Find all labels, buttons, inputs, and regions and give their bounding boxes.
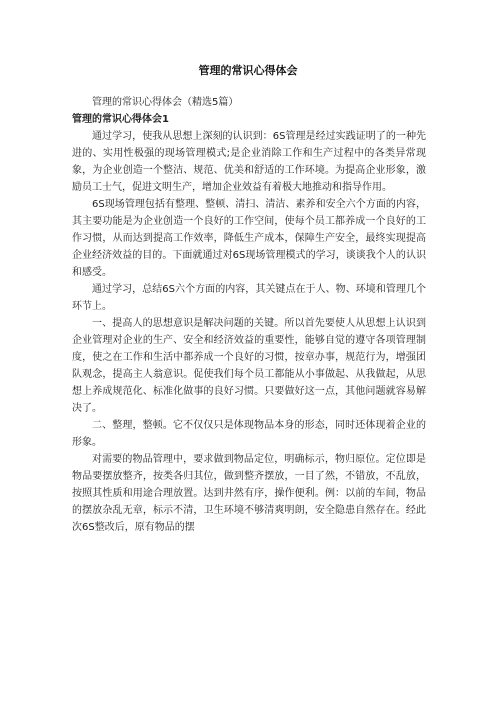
document-subtitle: 管理的常识心得体会（精选5篇）	[92, 97, 239, 108]
paragraph: 通过学习，总结6S六个方面的内容，其关键点在于人、物、环境和管理几个环节上。	[72, 284, 426, 312]
document-title: 管理的常识心得体会	[198, 64, 298, 77]
paragraph: 一、提高人的思想意识是解决问题的关键。所以首先要使人从思想上认识到企业管理对企业的生产、安全和经济效益的重要性，能够自觉的遵守各项管理制度，使之在工作和生活中都养成一个良好的习惯，按章办事，规范行为，增强团队观念，提高主人翁意识。促使我们每个员工都能从小事做起、从我做起，从思想上养成规范化、标准化做事的良好习惯。只要做好这一点，其他问题就容易解决了。	[72, 318, 426, 414]
paragraph: 6S现场管理包括有整理、整顿、清扫、清洁、素养和安全六个方面的内容，其主要功能是为企业创造一个良好的工作空间，使每个员工都养成一个良好的工作习惯，从而达到提高工作效率，降低生产成本，保障生产安全，最终实现提高企业经济效益的目的。下面就通过对6S现场管理模式的学习，谈谈我个人的认识和感受。	[72, 199, 426, 278]
section-heading: 管理的常识心得体会1	[72, 114, 169, 125]
paragraph: 对需要的物品管理中，要求做到物品定位，明确标示，物归原位。定位即是物品要摆放整齐，按类各归其位，做到整齐摆放，一目了然，不错放，不乱放，按照其性质和用途合理放置。达到井然有序，操作便利。例：以前的车间，物品的摆放杂乱无章，标示不清，卫生环境不够清爽明朗，安全隐患自然存在。经此次6S整改后，原有物品的摆	[72, 454, 426, 533]
document-body	[72, 94, 426, 536]
paragraph: 二、整理，整顿。它不仅仅只是体现物品本身的形态，同时还体现着企业的形象。	[72, 420, 426, 448]
paragraph: 通过学习，使我从思想上深刻的认识到：6S管理是经过实践证明了的一种先进的、实用性极强的现场管理模式;是企业消除工作和生产过程中的各类异常现象，为企业创造一个整洁、规范、优美和舒适的工作环境。为提高企业形象，激励员工士气，促进文明生产，增加企业效益有着极大地推动和指导作用。	[72, 131, 426, 193]
